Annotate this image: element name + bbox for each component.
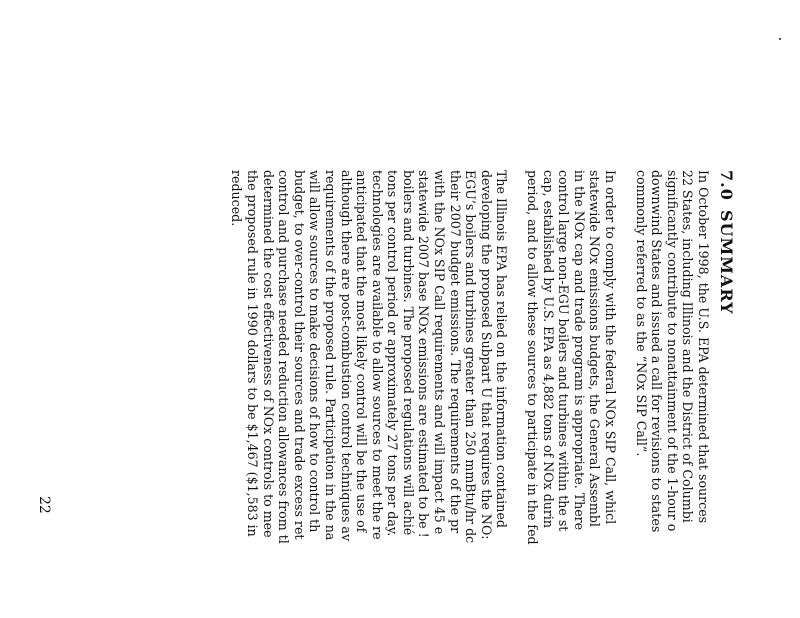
paragraph-line: commonly referred to as the “NOx SIP Call”. <box>633 170 649 457</box>
paragraph-line: The Illinois EPA has relied on the information contained <box>494 170 510 528</box>
paragraph-line: EGU’s boilers and turbines greater than 250 mmBtu/hr dc <box>463 170 479 544</box>
paragraph-line: developing the proposed Subpart U that requires the NO: <box>478 170 494 540</box>
paragraph-line: in the NOx cap and trade program is appropriate. There <box>571 170 587 531</box>
paragraph-line: will allow sources to make decisions of how to control th <box>307 170 323 533</box>
scan-speck <box>779 38 781 40</box>
section-number: 7.0 <box>717 170 736 201</box>
page-number: 22 <box>36 496 52 514</box>
paragraph-2 <box>524 170 618 618</box>
paragraph-line: statewide 2007 base NOx emissions are estimated to be ! <box>416 170 432 538</box>
paragraph-line: with the NOx SIP Call requirements and will impact 45 e <box>432 170 448 535</box>
paragraph-line: downwind States and issued a call for revisions to states <box>649 170 665 533</box>
paragraph-line: cap, established by U.S. EPA as 4,882 tons of NOx durin <box>540 170 556 529</box>
paragraph-line: In October 1998, the U.S. EPA determined that sources <box>696 170 711 524</box>
paragraph-1 <box>633 170 711 618</box>
paragraph-line: determined the cost effectiveness of NOx controls to mee <box>260 170 276 538</box>
paragraph-line: boilers and turbines. The proposed regulations will achié <box>400 170 416 536</box>
paragraph-line: control large non-EGU boilers and turbines within the st <box>556 170 572 532</box>
paragraph-line: tons per control period or approximately 27 tons per day. <box>385 170 401 537</box>
section-heading <box>711 170 735 618</box>
paragraph-line: requirements of the proposed rule. Participation in the na <box>322 170 338 541</box>
section-title: SUMMARY <box>717 210 736 315</box>
paragraph-line: although there are post-combustion control techniques av <box>338 170 354 542</box>
rotated-text-block <box>214 170 735 618</box>
paragraph-line: budget, to over-control their sources and trade excess ret <box>291 170 307 540</box>
paragraph-line: 22 States, including Illinois and the District of Columbi <box>680 170 696 523</box>
paragraph-line: technologies are available to allow sources to meet the re <box>369 170 385 540</box>
paragraph-line: the proposed rule in 1990 dollars to be $1,467 ($1,583 in <box>244 170 260 537</box>
paragraph-line: period, and to allow these sources to participate in the fed <box>525 170 541 545</box>
paragraph-line: their 2007 budget emissions. The requirements of the pr <box>447 170 463 534</box>
paragraph-line: In order to comply with the federal NOx SIP Call, whicl <box>603 170 619 525</box>
paragraph-line: statewide NOx emissions budgets, the General Assembl <box>587 170 603 527</box>
paragraph-3 <box>229 170 510 618</box>
paragraph-line: control and purchase needed reduction allowances from tl <box>276 170 292 544</box>
paragraph-line: reduced. <box>229 170 245 227</box>
paragraph-line: significantly contribute to nonattainment of the 1-hour o <box>664 170 680 532</box>
paragraph-line: anticipated that the most likely control will be the use of <box>354 170 370 533</box>
